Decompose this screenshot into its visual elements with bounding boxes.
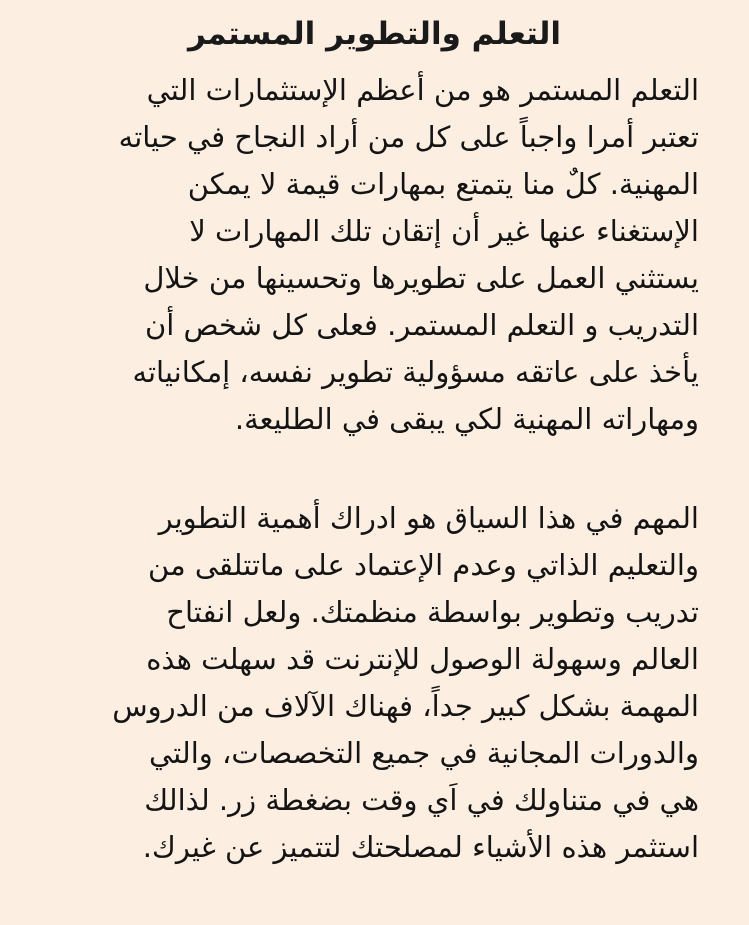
document-title: التعلم والتطوير المستمر — [187, 16, 562, 52]
paragraph-1-line-2: تعتبر أمرا واجباً على كل من أراد النجاح في حياته — [118, 120, 699, 154]
paragraph-1-line-7: يأخذ على عاتقه مسؤولية تطوير نفسه، إمكانياته — [132, 355, 699, 389]
paragraph-2-line-8: استثمر هذه الأشياء لمصلحتك لتتميز عن غيرك. — [142, 830, 699, 864]
paragraph-1-line-4: الإستغناء عنها غير أن إتقان تلك المهارات لا — [189, 214, 699, 248]
paragraph-2-line-6: والدورات المجانية في جميع التخصصات، والتي — [148, 736, 699, 770]
paragraph-2-line-2: والتعليم الذاتي وعدم الإعتماد على ماتتلقى من — [148, 548, 699, 582]
paragraph-2-line-1: المهم في هذا السياق هو ادراك أهمية التطوير — [158, 501, 699, 535]
paragraph-1-line-1: التعلم المستمر هو من أعظم الإستثمارات التي — [146, 73, 699, 107]
paragraph-1-line-3: المهنية. كلٌ منا يتمتع بمهارات قيمة لا يمكن — [187, 167, 699, 201]
paragraph-1-line-5: يستثني العمل على تطويرها وتحسينها من خلال — [143, 261, 699, 295]
paragraph-2-line-4: العالم وسهولة الوصول للإنترنت قد سهلت هذه — [146, 642, 699, 676]
paragraph-2-line-3: تدريب وتطوير بواسطة منظمتك. ولعل انفتاح — [166, 595, 699, 629]
paragraph-1-line-6: التدريب و التعلم المستمر. فعلى كل شخص أن — [144, 308, 699, 342]
paragraph-2-line-7: هي في متناولك في اَي وقت بضغطة زر. لذالك — [144, 783, 699, 817]
paragraph-2-line-5: المهمة بشكل كبير جداً، فهناك الآلاف من الدروس — [112, 689, 699, 723]
paragraph-1-line-8: ومهاراته المهنية لكي يبقى في الطليعة. — [234, 402, 699, 436]
